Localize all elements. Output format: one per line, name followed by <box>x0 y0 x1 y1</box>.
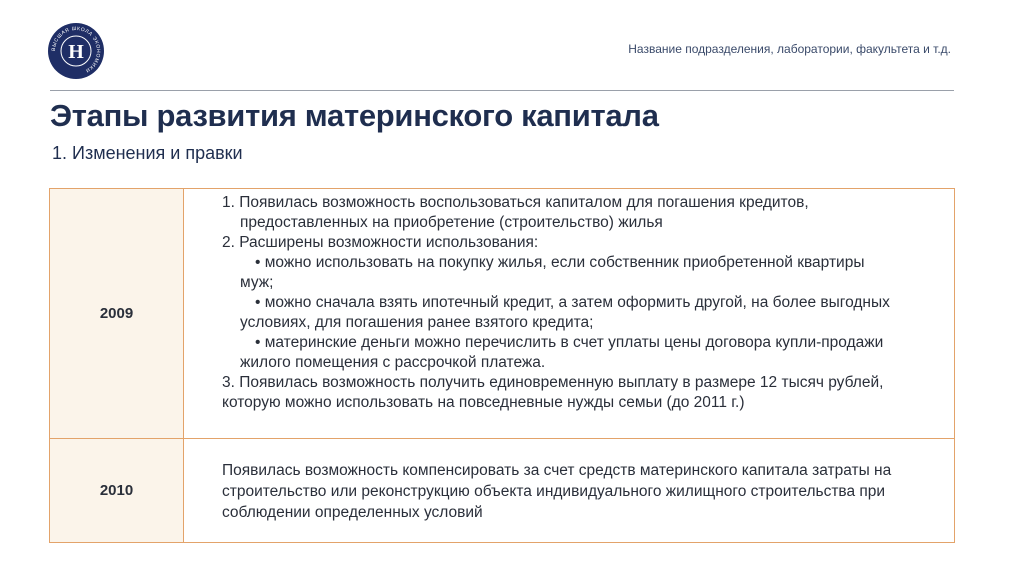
description-cell <box>202 460 942 523</box>
text-line: • материнские деньги можно перечислить в счет уплаты цены договора купли-продажи <box>255 334 884 351</box>
logo-ring-text: ВЫСШАЯ ШКОЛА ЭКОНОМИКИ <box>50 25 102 74</box>
year-cell: 2010 <box>50 439 184 542</box>
text-line: соблюдении определенных условий <box>222 504 483 521</box>
text-line: муж; <box>240 274 274 291</box>
text-line: • можно сначала взять ипотечный кредит, а затем оформить другой, на более выгодных <box>255 294 890 311</box>
text-line: предоставленных на приобретение (строительство) жилья <box>240 214 663 231</box>
header-divider <box>50 90 954 91</box>
text-line: жилого помещения с рассрочкой платежа. <box>240 354 546 371</box>
text-line: 3. Появилась возможность получить единовременную выплату в размере 12 тысяч рублей, <box>222 374 884 391</box>
text-line: 1. Появилась возможность воспользоваться капиталом для погашения кредитов, <box>222 194 809 211</box>
slide-subtitle: 1. Изменения и правки <box>52 143 243 163</box>
hse-logo <box>47 22 105 80</box>
text-line: 2. Расширены возможности использования: <box>222 234 539 251</box>
department-name: Название подразделения, лаборатории, факультета и т.д. <box>628 42 951 56</box>
svg-text:Н: Н <box>68 41 84 63</box>
text-line: которую можно использовать на повседневные нужды семьи (до 2011 г.) <box>222 394 745 411</box>
stages-table <box>49 188 955 543</box>
text-line: • можно использовать на покупку жилья, если собственник приобретенной квартиры <box>255 254 865 271</box>
description-cell <box>202 193 942 413</box>
text-line: Появилась возможность компенсировать за счет средств материнского капитала затраты на <box>222 462 892 479</box>
text-line: строительство или реконструкцию объекта индивидуального жилищного строительства при <box>222 483 886 500</box>
table-row <box>50 439 954 542</box>
slide-title: Этапы развития материнского капитала <box>50 98 659 133</box>
text-line: условиях, для погашения ранее взятого кредита; <box>240 314 594 331</box>
year-cell: 2009 <box>50 189 184 438</box>
table-row <box>50 189 954 439</box>
